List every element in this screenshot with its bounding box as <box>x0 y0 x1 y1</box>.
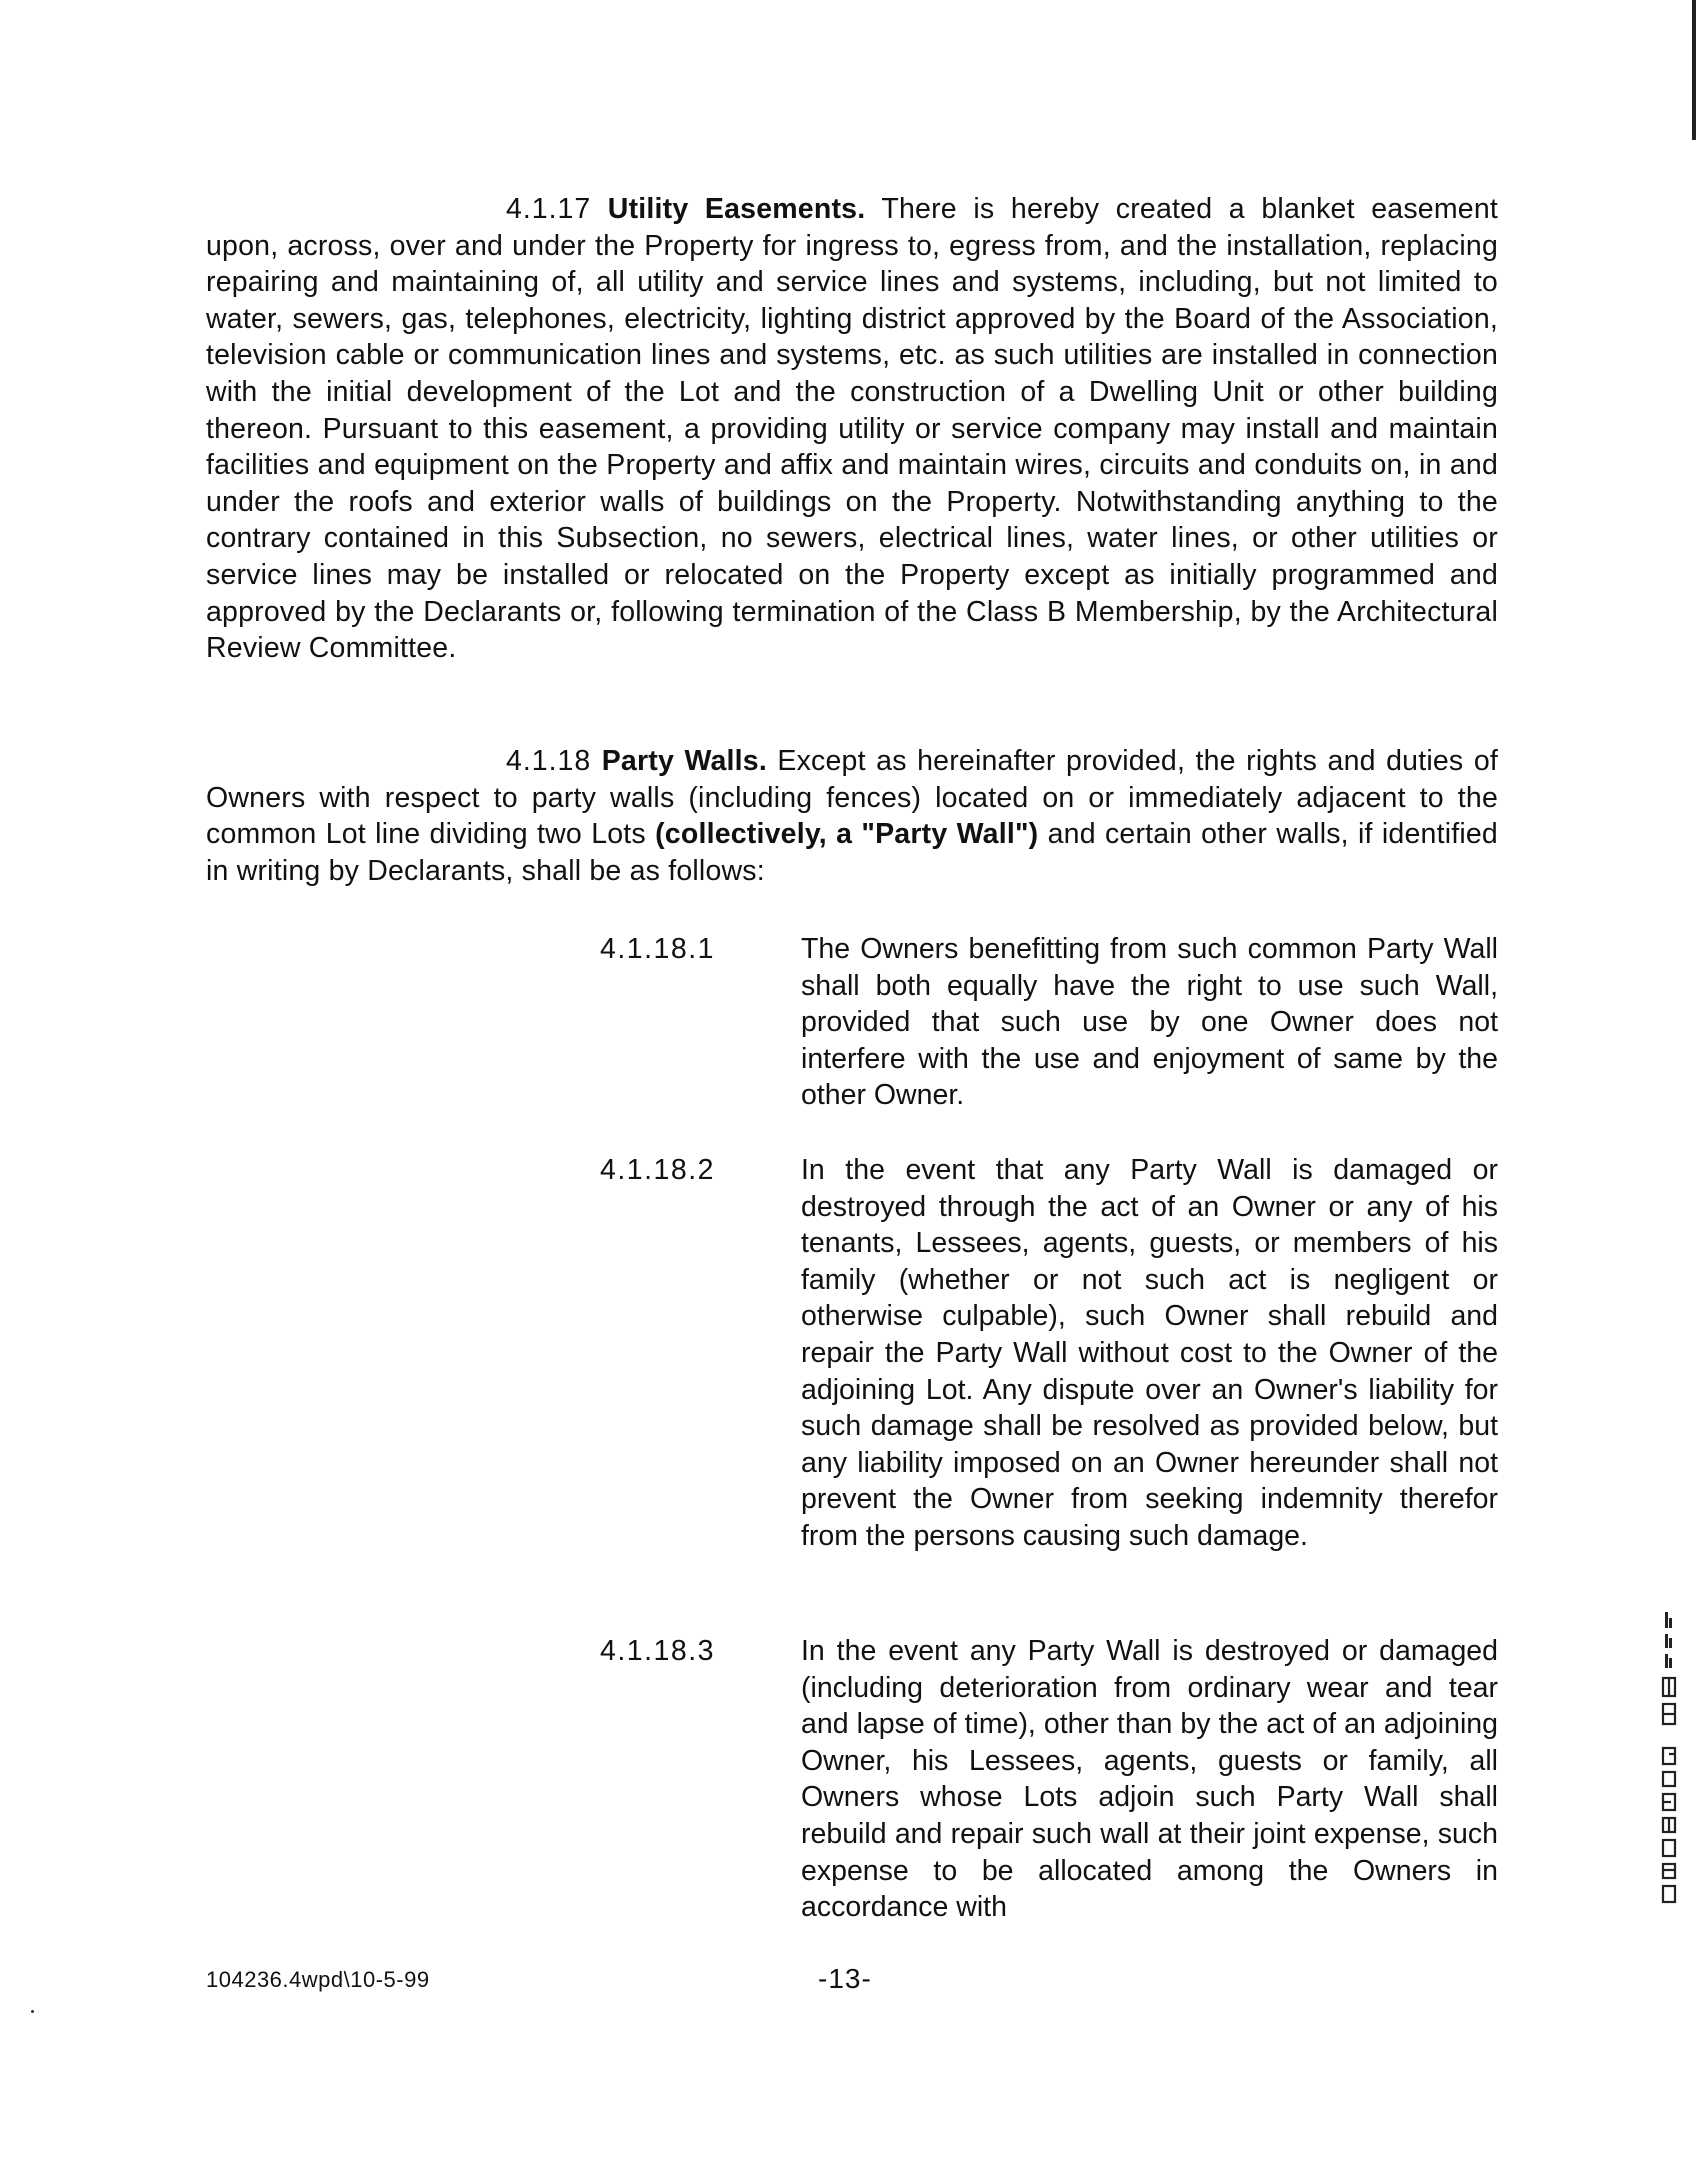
section-body-after: and certain other walls, if identified in writing by Declarants, shall be as follows: <box>206 818 1498 887</box>
section-number: 4.1.18 <box>506 745 592 777</box>
subsection-text: In the event that any Party Wall is damaged or destroyed through the act of an Owner or any of his tenants, Lessees, agents, guests, or members of his family (whether or not such act is negligent or otherwise culpable), such Owner shall rebuild and repair the Party Wall without cost to the Owner of the adjoining Lot. Any dispute over an Owner's liability for such damage shall be resolved as provided below, but any liability imposed on an Owner hereunder shall not prevent the Owner from seeking indemnity therefor from the persons causing such damage. <box>801 1154 1498 1552</box>
section-heading: Party Walls. <box>601 745 767 777</box>
section-body: There is hereby created a blanket easement upon, across, over and under the Property for ingress to, egress from, and the installation, replacing repairing and maintaining of, all utility and service lines and systems, including, but not limited to water, sewers, gas, telephones, electricity, lighting district approved by the Board of the Association, television cable or communication lines and systems, etc. as such utilities are installed in connection with the initial development of the Lot and the construction of a Dwelling Unit or other building thereon. Pursuant to this easement, a providing utility or service company may install and maintain facilities and equipment on the Property and affix and maintain wires, circuits and conduits on, in and under the roofs and exterior walls of buildings on the Property. Notwithstanding anything to the contrary contained in this Subsection, no sewers, electrical lines, water lines, or other utilities or service lines may be installed or relocated on the Property except as initially programmed and approved by the Declarants or, following termination of the Class B Membership, by the Architectural Review Committee. <box>206 193 1498 665</box>
recording-stamp-icon <box>1655 1608 1691 1908</box>
subsection-number: 4.1.18.1 <box>600 933 716 965</box>
section-4-1-17 <box>206 191 1498 667</box>
scan-speck <box>31 2010 34 2013</box>
footer-page-number: -13- <box>818 1963 872 1994</box>
footer-document-id: 104236.4wpd\10-5-99 <box>206 1967 430 1992</box>
subsection-number: 4.1.18.3 <box>600 1635 716 1667</box>
subsection-text: In the event any Party Wall is destroyed or damaged (including deterioration from ordinary wear and tear and lapse of time), other than by the act of an adjoining Owner, his Lessees, agents, guests or family, all Owners whose Lots adjoin such Party Wall shall rebuild and repair such wall at their joint expense, such expense to be allocated among the Owners in accordance with <box>801 1635 1498 1924</box>
subsection-number: 4.1.18.2 <box>600 1154 716 1186</box>
section-4-1-18 <box>206 743 1498 889</box>
section-number: 4.1.17 <box>506 193 592 225</box>
section-heading: Utility Easements. <box>607 193 866 225</box>
section-body-before: Except as hereinafter provided, the rights and duties of Owners with respect to party walls (including fences) located on or immediately adjacent to the common Lot line dividing two Lots <box>206 745 1498 851</box>
page-edge-shadow <box>1692 0 1696 140</box>
defined-term: (collectively, a "Party Wall") <box>655 818 1039 851</box>
subsection-text: The Owners benefitting from such common Party Wall shall both equally have the right to use such Wall, provided that such use by one Owner does not interfere with the use and enjoyment of same by the other Owner. <box>801 933 1498 1112</box>
